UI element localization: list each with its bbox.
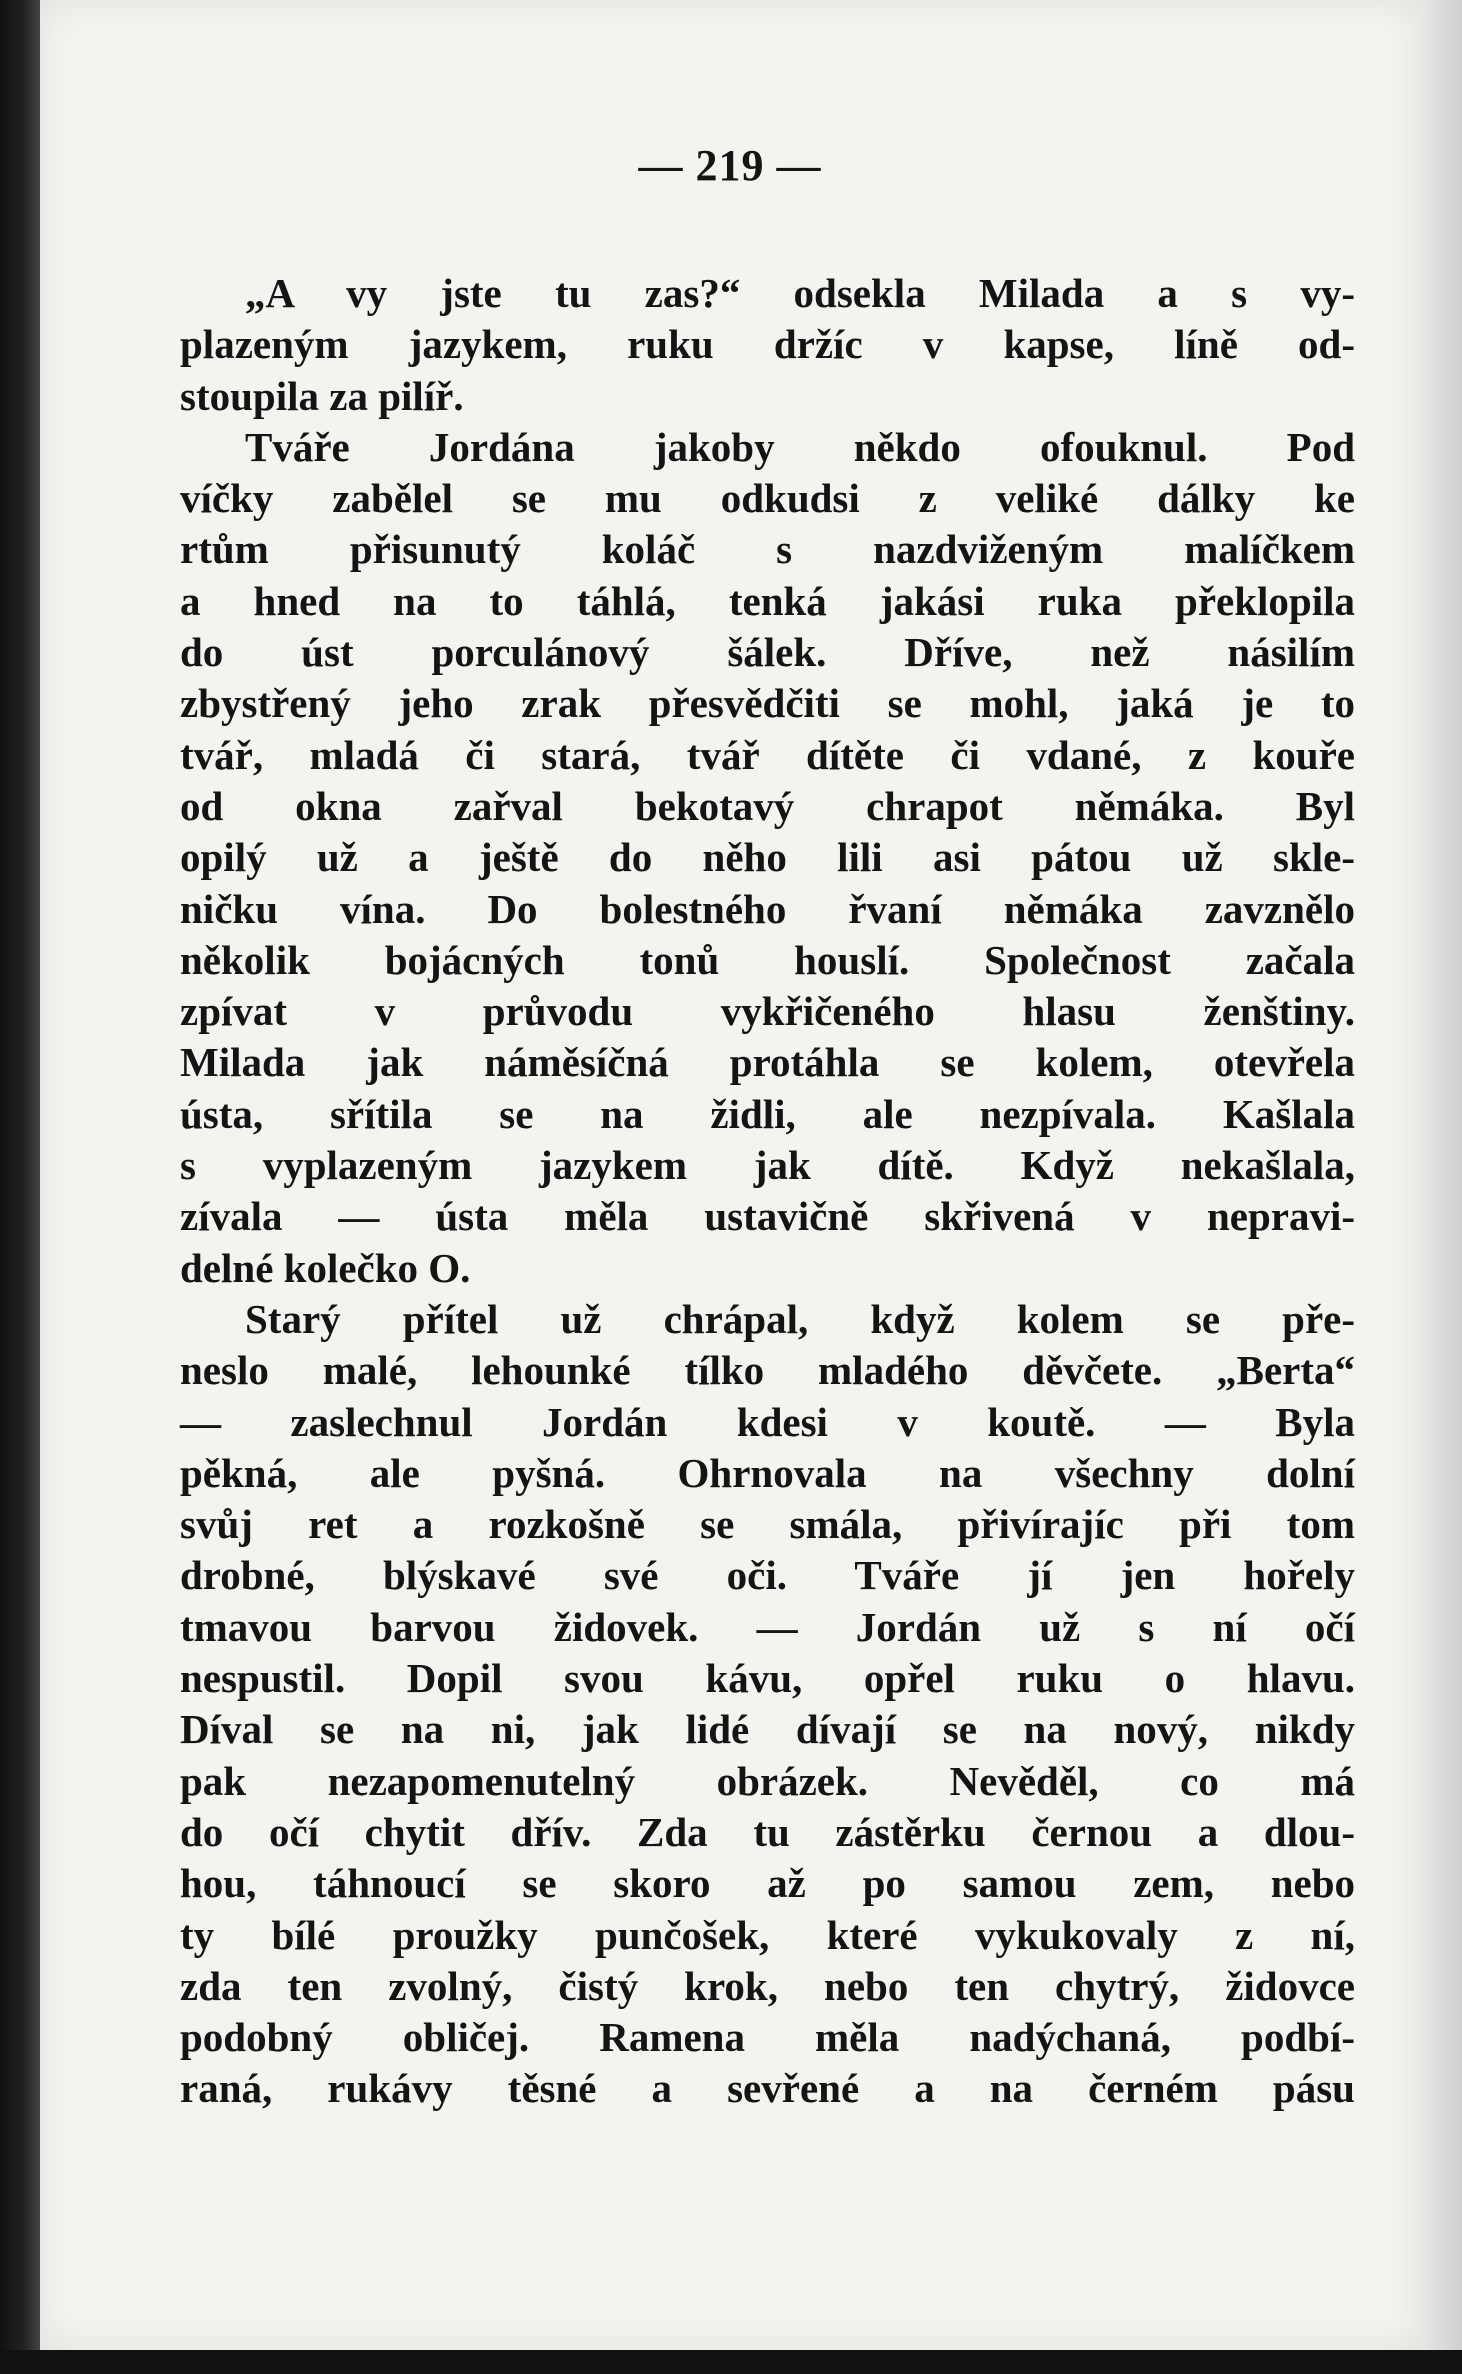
text-line: ústa, sřítila se na židli, ale nezpívala. Kašlala: [180, 1090, 1355, 1137]
text-line: rtům přisunutý koláč s nazdviženým malíčkem: [180, 526, 1355, 573]
text-line: ty bílé proužky punčošek, které vykukovaly z ní,: [180, 1911, 1355, 1958]
text-line: zbystřený jeho zrak přesvědčiti se mohl, jaká je to: [180, 680, 1355, 727]
text-line: Díval se na ni, jak lidé dívají se na nový, nikdy: [180, 1706, 1355, 1753]
text-line: stoupila za pilíř.: [180, 372, 464, 419]
text-line: podobný obličej. Ramena měla nadýchaná, podbí-: [180, 2014, 1355, 2061]
scan-bottom-border: [0, 2350, 1462, 2374]
text-line: opilý už a ještě do něho lili asi pátou už skle-: [180, 834, 1355, 881]
text-line: do očí chytit dřív. Zda tu zástěrku černou a dlou-: [180, 1808, 1355, 1855]
page-number: — 219 —: [638, 141, 822, 190]
text-line: neslo malé, lehounké tílko mladého děvčete. „Berta“: [180, 1347, 1355, 1394]
text-line: zda ten zvolný, čistý krok, nebo ten chytrý, židovce: [180, 1962, 1355, 2009]
text-line: několik bojácných tonů houslí. Společnost začala: [180, 936, 1355, 983]
text-line: víčky zabělel se mu odkudsi z veliké dálky ke: [180, 475, 1355, 522]
text-line: zpívat v průvodu vykřičeného hlasu ženštiny.: [180, 988, 1355, 1035]
text-line: raná, rukávy těsné a sevřené a na černém pásu: [180, 2065, 1355, 2112]
text-line: drobné, blýskavé své oči. Tváře jí jen hořely: [180, 1552, 1355, 1599]
text-line: a hned na to táhlá, tenká jakási ruka překlopila: [180, 577, 1355, 624]
text-line: plazeným jazykem, ruku držíc v kapse, líně od-: [180, 321, 1355, 368]
text-line: tvář, mladá či stará, tvář dítěte či vdané, z kouře: [180, 731, 1355, 778]
text-line: Milada jak náměsíčná protáhla se kolem, otevřela: [180, 1039, 1355, 1086]
text-line: delné kolečko O.: [180, 1244, 471, 1291]
text-line: — zaslechnul Jordán kdesi v koutě. — Byla: [180, 1398, 1355, 1445]
text-line: ničku vína. Do bolestného řvaní němáka zavznělo: [180, 885, 1355, 932]
text-line: zívala — ústa měla ustavičně skřivená v nepravi-: [180, 1193, 1355, 1240]
text-line: nespustil. Dopil svou kávu, opřel ruku o hlavu.: [180, 1655, 1355, 1702]
text-line: s vyplazeným jazykem jak dítě. Když nekašlala,: [180, 1142, 1355, 1189]
text-line: pěkná, ale pyšná. Ohrnovala na všechny dolní: [180, 1449, 1355, 1496]
scan-right-border: [1420, 0, 1462, 2374]
text-line: do úst porculánový šálek. Dříve, než násilím: [180, 629, 1355, 676]
scan-left-border: [0, 0, 40, 2374]
text-line: „A vy jste tu zas?“ odsekla Milada a s vy-: [245, 270, 1355, 316]
text-line: Starý přítel už chrápal, když kolem se pře-: [245, 1295, 1355, 1342]
text-line: pak nezapomenutelný obrázek. Nevěděl, co má: [180, 1757, 1355, 1804]
page-text-body: [180, 268, 1355, 2115]
text-line: od okna zařval bekotavý chrapot němáka. Byl: [180, 782, 1355, 829]
text-line: Tváře Jordána jakoby někdo ofouknul. Pod: [245, 423, 1355, 470]
text-line: tmavou barvou židovek. — Jordán už s ní očí: [180, 1603, 1355, 1650]
text-line: svůj ret a rozkošně se smála, přivírajíc při tom: [180, 1501, 1355, 1548]
text-line: hou, táhnoucí se skoro až po samou zem, nebo: [180, 1860, 1355, 1907]
book-page: [40, 0, 1420, 2350]
